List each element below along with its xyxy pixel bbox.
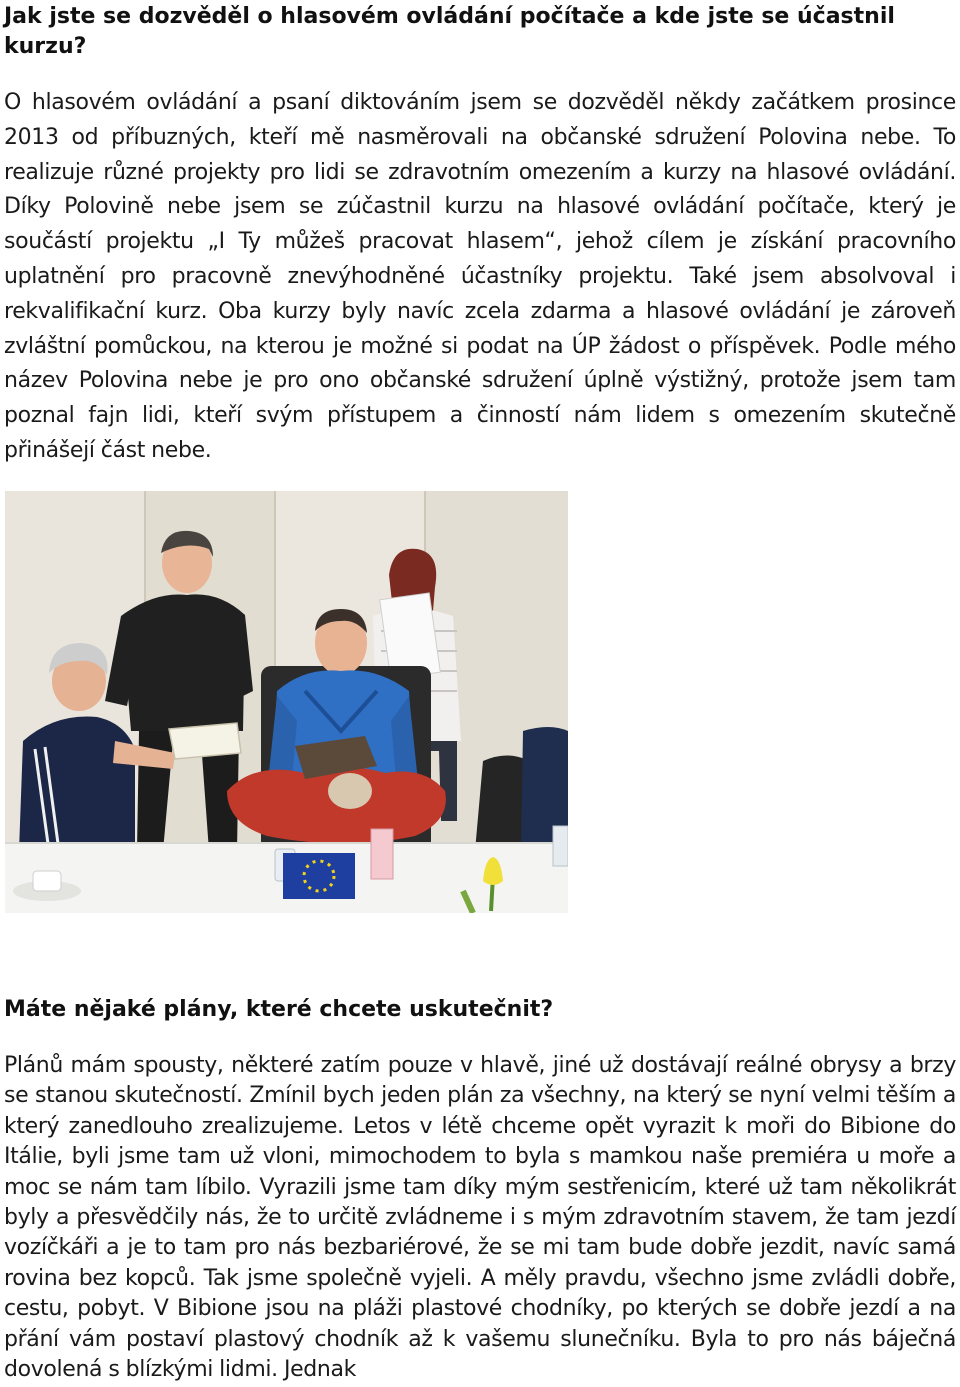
paragraph-plans: Plánů mám spousty, některé zatím pouze v hlavě, jiné už dostávají reálné obrysy a brzy se stanou skutečností. Zmínil bych jeden plán za všechny, na který se nyní velmi těším a který zanedlouho zrealizujeme. Letos v létě chceme opět vyrazit k moři do Bibione do Itálie, byli jsme tam už vloni, mimochodem to byla s mamkou naše premiéra u moře a moc se nám tam líbilo. Vyrazili jsme tam díky mým sestřenicím, které už tam několikrát byly a přesvědčily nás, že to určitě zvládneme i s mým zdravotním stavem, že tam jezdí vozíčkáři a je to tam pro nás bezbariérové, že se mi tam bude dobře jezdit, navíc samá rovina bez kopců. Tak jsme společně vyjeli. A měly pravdu, všechno jsme zvládli dobře, cestu, pobyt. V Bibione jsou na pláži plastové chodníky, po kterých se dobře jezdí a na přání vám postaví plastový chodník až k vašemu slunečníku. Byla to pro nás báječná dovolená s blízkými lidmi. Jednak [4,1053,956,1383]
photo-illustration [5,491,568,913]
section-heading-course: Jak jste se dozvěděl o hlasovém ovládání počítače a kde jste se účastnil kurzu? [4,4,895,59]
section-heading-plans: Máte nějaké plány, které chcete uskutečnit? [4,997,554,1022]
photo-course-certificate [5,491,568,913]
paragraph-course: O hlasovém ovládání a psaní diktováním jsem se dozvěděl někdy začátkem prosince 2013 od příbuzných, kteří mě nasměrovali na občanské sdružení Polovina nebe. To realizuje různé projekty pro lidi se zdravotním omezením a kurzy na hlasové ovládání. Díky Polovině nebe jsem se zúčastnil kurzu na hlasové ovládání počítače, který je součástí projektu „I Ty můžeš pracovat hlasem“, jehož cílem je získání pracovního uplatnění pro pracovně znevýhodněné účastníky projektu. Také jsem absolvoval i rekvalifikační kurz. Oba kurzy byly navíc zcela zdarma a hlasové ovládání je zároveň zvláštní pomůckou, na kterou je možné si podat na ÚP žádost o příspěvek. Podle mého název Polovina nebe je pro ono občanské sdružení úplně výstižný, protože jsem tam poznal fajn lidi, kteří svým přístupem a činností nám lidem s omezením skutečně přinášejí část nebe. [4,90,956,463]
